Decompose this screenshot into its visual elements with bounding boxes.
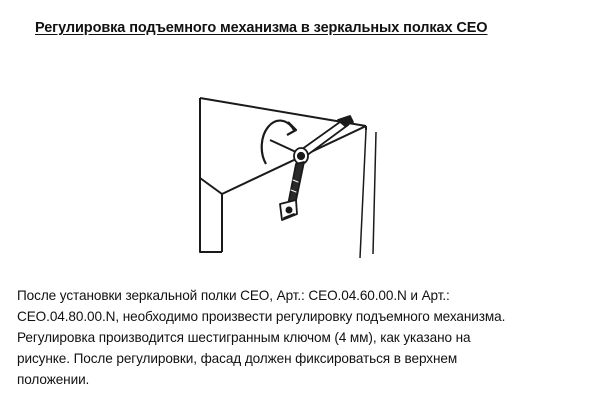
page-title: Регулировка подъемного механизма в зеркальных полках CEO [35, 20, 488, 36]
cabinet-side-panel [360, 130, 376, 258]
paragraph-line: CEO.04.80.00.N, необходимо произвести регулировку подъемного механизма. [17, 309, 506, 324]
paragraph-line: Регулировка производится шестигранным ключом (4 мм), как указано на [17, 330, 471, 345]
hex-key-icon [270, 140, 296, 152]
adjustment-illustration [190, 92, 412, 264]
rotation-arrow-icon [262, 121, 296, 164]
paragraph-line: После установки зеркальной полки CEO, Арт.: CEO.04.60.00.N и Арт.: [17, 288, 450, 303]
paragraph-line: рисунке. После регулировки, фасад должен фиксироваться в верхнем [17, 351, 458, 366]
instruction-paragraph [17, 285, 587, 390]
paragraph-line: положении. [17, 372, 90, 387]
